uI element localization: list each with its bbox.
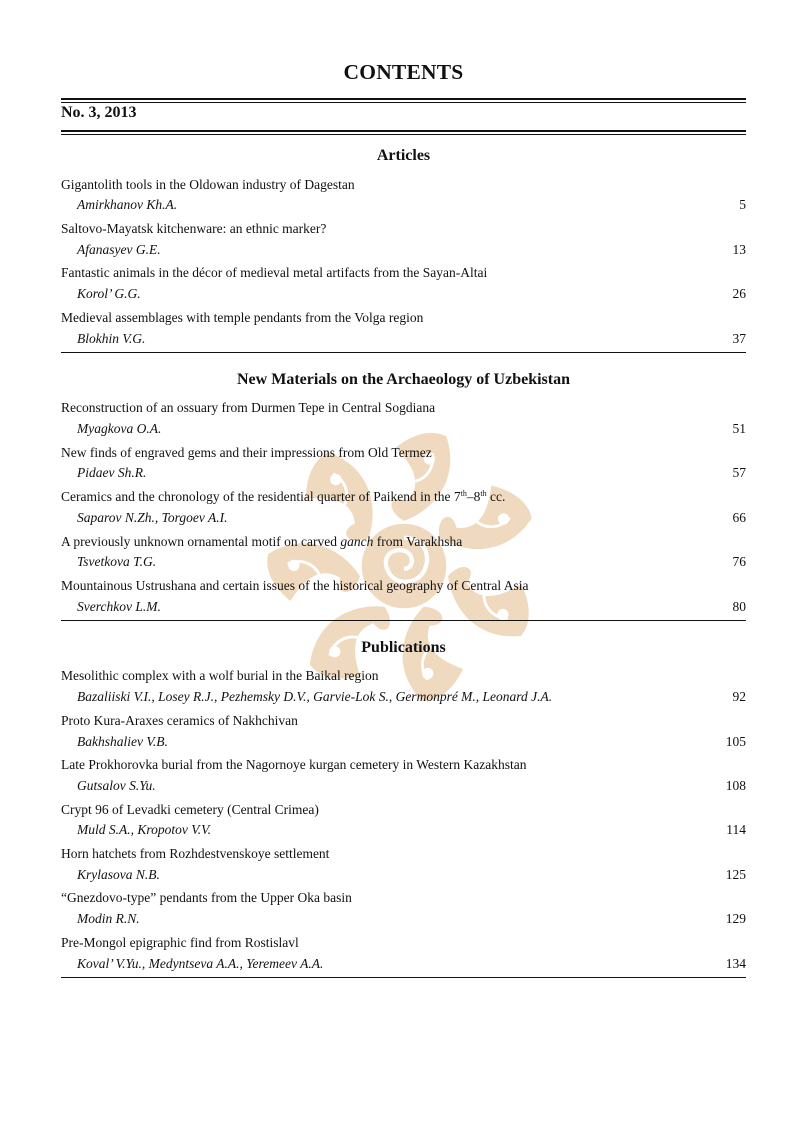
superscript-th: th [480, 489, 487, 498]
entry-page-number: 66 [732, 510, 746, 525]
entry-title: Fantastic animals in the décor of medieval metal artifacts from the Sayan-Altai [61, 265, 488, 280]
entry-page-number: 108 [725, 778, 746, 793]
entry-page-number: 76 [732, 554, 746, 569]
section-heading-articles: Articles [376, 147, 431, 164]
entry-page-number: 129 [725, 911, 746, 926]
entry-title: Reconstruction of an ossuary from Durmen Tepe in Central Sogdiana [61, 400, 436, 415]
entry-authors: Tsvetkova T.G. [77, 554, 157, 569]
entry-authors: Pidaev Sh.R. [77, 465, 147, 480]
entry-title: Saltovo-Mayatsk kitchenware: an ethnic marker? [61, 221, 327, 236]
entry-title: Crypt 96 of Levadki cemetery (Central Crimea) [61, 802, 319, 817]
title-text: –8 [466, 489, 481, 504]
entry-authors: Bazaliiski V.I., Losey R.J., Pezhemsky D.V., Garvie-Lok S., Germonpré M., Leonard J.A. [77, 689, 553, 704]
entry-authors: Muld S.A., Kropotov V.V. [77, 822, 212, 837]
double-rule-top [61, 98, 746, 103]
issue-number: No. 3, 2013 [61, 104, 137, 121]
entry-title: Gigantolith tools in the Oldowan industry of Dagestan [61, 177, 355, 192]
title-text: Ceramics and the chronology of the residential quarter of Paikend in the 7 [61, 489, 461, 504]
entry-title: Horn hatchets from Rozhdestvenskoye settlement [61, 846, 330, 861]
entry-authors: Krylasova N.B. [77, 867, 160, 882]
entry-authors: Gutsalov S.Yu. [77, 778, 156, 793]
entry-title: Pre-Mongol epigraphic find from Rostislavl [61, 935, 299, 950]
entry-title: Mountainous Ustrushana and certain issues of the historical geography of Central Asia [61, 578, 529, 593]
section-divider [61, 977, 746, 978]
entry-authors: Amirkhanov Kh.A. [77, 197, 178, 212]
entry-page-number: 37 [732, 331, 746, 346]
entry-page-number: 105 [725, 734, 746, 749]
ornamental-rosette-watermark [262, 425, 546, 707]
section-divider [61, 352, 746, 353]
entry-title: Proto Kura-Araxes ceramics of Nakhchivan [61, 713, 298, 728]
entry-title: “Gnezdovo-type” pendants from the Upper Oka basin [61, 890, 352, 905]
entry-page-number: 114 [726, 822, 746, 837]
entry-title [61, 489, 505, 505]
title-text: cc. [486, 489, 506, 504]
section-heading-uzbekistan: New Materials on the Archaeology of Uzbekistan [237, 371, 570, 388]
double-rule-bottom [61, 130, 746, 135]
entry-page-number: 26 [732, 286, 746, 301]
title-text: from Varakhsha [373, 534, 463, 549]
entry-authors: Modin R.N. [77, 911, 140, 926]
entry-title [61, 534, 462, 550]
entry-page-number: 125 [725, 867, 746, 882]
entry-authors: Koval’ V.Yu., Medyntseva A.A., Yeremeev A.A. [77, 956, 324, 971]
superscript-th: th [460, 489, 467, 498]
entry-authors: Korol’ G.G. [77, 286, 141, 301]
section-heading-publications: Publications [361, 639, 446, 656]
section-divider [61, 620, 746, 621]
entry-authors: Sverchkov L.M. [77, 599, 161, 614]
entry-authors: Myagkova O.A. [77, 421, 162, 436]
entry-page-number: 13 [732, 242, 746, 257]
entry-title: New finds of engraved gems and their impressions from Old Termez [61, 445, 432, 460]
entry-authors: Blokhin V.G. [77, 331, 146, 346]
entry-title: Medieval assemblages with temple pendants from the Volga region [61, 310, 424, 325]
entry-authors: Saparov N.Zh., Torgoev A.I. [77, 510, 228, 525]
entry-page-number: 80 [732, 599, 746, 614]
entry-title: Mesolithic complex with a wolf burial in the Baikal region [61, 668, 379, 683]
entry-page-number: 51 [732, 421, 746, 436]
title-italic-term: ganch [340, 534, 374, 549]
page-title: CONTENTS [343, 60, 464, 84]
entry-page-number: 5 [739, 197, 746, 212]
entry-title: Late Prokhorovka burial from the Nagornoye kurgan cemetery in Western Kazakhstan [61, 757, 527, 772]
title-text: A previously unknown ornamental motif on carved [61, 534, 341, 549]
entry-page-number: 134 [725, 956, 746, 971]
entry-authors: Afanasyev G.E. [77, 242, 161, 257]
entry-authors: Bakhshaliev V.B. [77, 734, 168, 749]
entry-page-number: 57 [732, 465, 746, 480]
entry-page-number: 92 [732, 689, 746, 704]
